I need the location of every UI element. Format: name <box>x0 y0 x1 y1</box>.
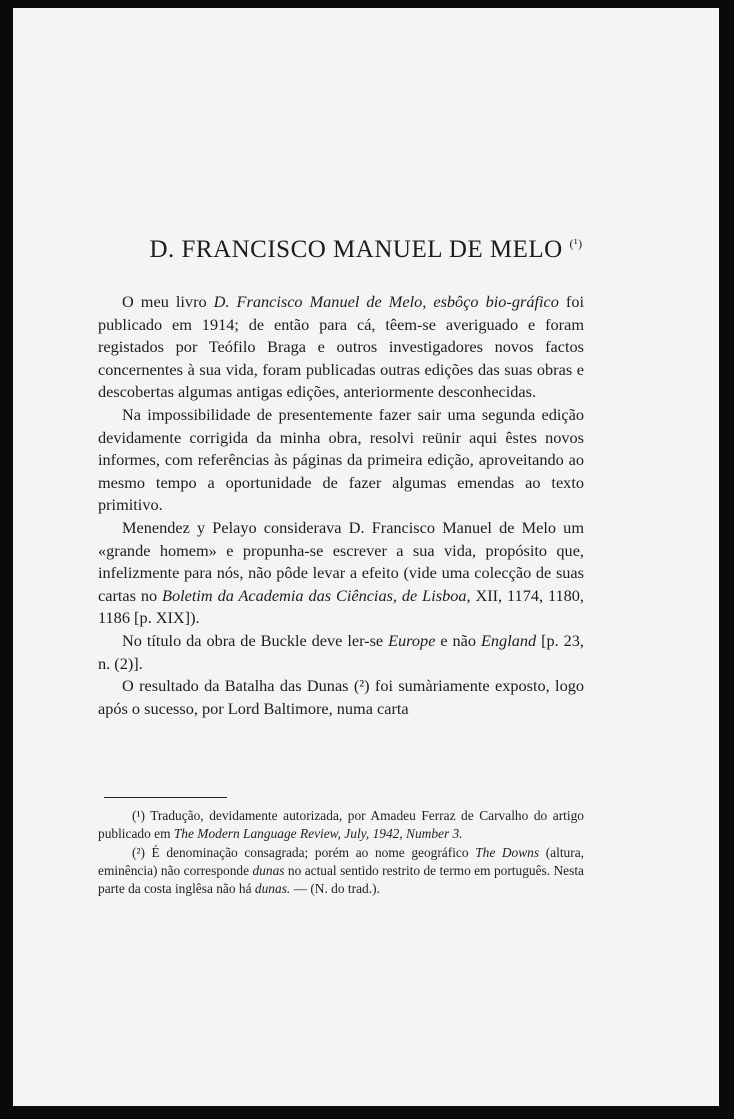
paragraph <box>98 404 584 517</box>
footnote <box>98 844 584 899</box>
title-footnote-marker: (¹) <box>569 236 583 251</box>
paragraph <box>98 630 584 675</box>
text-run: O resultado da Batalha das Dunas (²) foi sumàriamente exposto, logo após o sucesso, por Lord Baltimore, numa carta <box>98 676 584 718</box>
title-text: D. FRANCISCO MANUEL DE MELO <box>149 236 563 263</box>
italic-text: England <box>480 630 537 650</box>
text-run: Na impossibilidade de presentemente fazer sair uma segunda edição devidamente corrigida da minha obra, resolvi reünir aqui êstes novos informes, com referências às páginas da primeira edição, aproveitando ao mesmo tempo a oportunidade de fazer algumas emendas ao texto primitivo. <box>98 404 584 515</box>
paragraph <box>98 675 584 720</box>
footnote-divider <box>104 797 227 798</box>
text-run: (¹) Tradução, devidamente autorizada, por Amadeu Ferraz de Carvalho do artigo publicado em <box>98 808 584 842</box>
text-run: Menendez y Pelayo considerava D. Francisco Manuel de Melo um «grande homem» e propunha-se escrever a sua vida, propósito que, infelizmente para nós, não pôde levar a efeito (vide uma colecção de suas cartas no <box>98 517 584 605</box>
body-text <box>98 291 584 720</box>
italic-text: The Modern Language Review, July, 1942, Number 3. <box>173 826 463 842</box>
page-title <box>13 236 719 264</box>
text-run: [p. 23, n. (2)]. <box>98 630 584 673</box>
text-run: — (N. do trad.). <box>290 881 380 897</box>
italic-text: The Downs <box>475 844 540 860</box>
text-run: no actual sentido restrito de termo em português. Nesta parte da costa inglêsa não há <box>98 862 584 897</box>
text-run: e não <box>435 630 481 650</box>
italic-text: D. Francisco Manuel de Melo, esbôço bio-gráfico <box>213 292 559 311</box>
italic-text: Boletim da Academia das Ciências, de Lisboa, <box>162 585 471 605</box>
italic-text: dunas. <box>254 881 291 897</box>
paragraph <box>98 517 584 630</box>
text-run: No título da obra de Buckle deve ler-se <box>122 630 389 650</box>
text-run: foi publicado em 1914; de então para cá, têem-se averiguado e foram registados por Teófilo Braga e outros investigadores novos factos concernentes à sua vida, foram publicadas outras edições das suas obras e descobertas algumas antigas edições, anteriormente desconhecidas. <box>98 292 585 402</box>
text-run: XII, 1174, 1180, 1186 [p. XIX]). <box>98 585 584 628</box>
italic-text: Europe <box>388 630 436 650</box>
italic-text: dunas <box>252 862 285 878</box>
text-run: (altura, eminência) não corresponde <box>98 844 584 878</box>
paragraph <box>98 291 584 404</box>
page <box>13 8 719 1106</box>
footnotes <box>98 807 584 898</box>
text-run: O meu livro <box>122 292 214 311</box>
text-run: (²) É denominação consagrada; porém ao nome geográfico <box>132 844 476 860</box>
footnote <box>98 807 584 844</box>
